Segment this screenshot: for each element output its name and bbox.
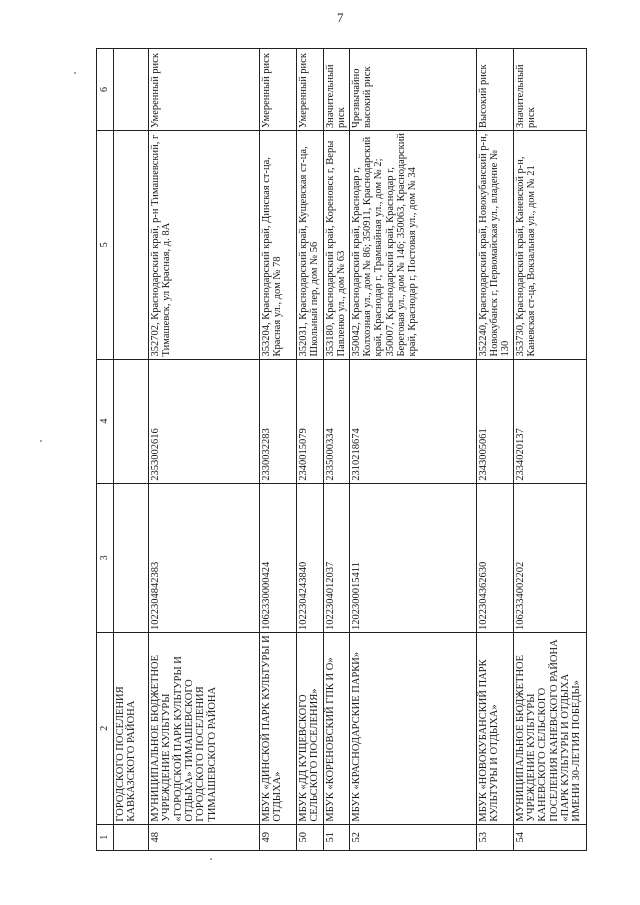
risk-cell: Умеренный риск — [260, 49, 297, 131]
inn-cell: 2335000334 — [324, 359, 350, 483]
inn-cell: 2330032283 — [260, 359, 297, 483]
risk-cell: Значительный риск — [513, 49, 586, 131]
column-number: 3 — [97, 483, 114, 632]
row-number-cell: 54 — [513, 824, 586, 850]
scan-speck — [74, 72, 76, 74]
organization-name-cell: МБУК «КРАСНОДАРСКИЕ ПАРКИ» — [349, 633, 476, 825]
risk-cell: Умеренный риск — [149, 49, 260, 131]
document-page — [96, 48, 583, 851]
address-cell: 352240, Краснодарский край, Новокубанский р-н, Новокубанск г, Первомайская ул., владение № 130 — [476, 130, 513, 359]
inn-cell: 2353002616 — [149, 359, 260, 483]
address-cell: 350042, Краснодарский край, Краснодар г, Колхозная ул., дом № 86; 350911, Краснодарский край, Краснодар г, Трамвайная ул., дом № 2; 350007, Краснодарский край, Краснодар г, Береговая ул., дом № 146; 350063, Краснодарский край, Краснодар г, Постовая ул., дом № 34 — [349, 130, 476, 359]
row-number-cell: 52 — [349, 824, 476, 850]
ogrn-cell: 1062330000424 — [260, 483, 297, 632]
table-row — [297, 49, 324, 851]
organization-name-cell: МУНИЦИПАЛЬНОЕ БЮДЖЕТНОЕ УЧРЕЖДЕНИЕ КУЛЬТУРЫ «ГОРОДСКОЙ ПАРК КУЛЬТУРЫ И ОТДЫХА» ТИМАШЕВСКОГО ГОРОДСКОГО ПОСЕЛЕНИЯ ТИМАШЕВСКОГО РАЙОНА — [149, 633, 260, 825]
table-row — [149, 49, 260, 851]
organization-name-cell: МБУК «ДД КУЩЕВСКОГО СЕЛЬСКОГО ПОСЕЛЕНИЯ» — [297, 633, 324, 825]
address-cell: 352702, Краснодарский край, р-н Тимашевский, г Тимашевск, ул Красная, д. 8А — [149, 130, 260, 359]
address-cell: 352031, Краснодарский край, Кущевская ст-ца, Школьный пер, дом № 56 — [297, 130, 324, 359]
row-number-cell — [114, 824, 149, 850]
column-number: 4 — [97, 359, 114, 483]
risk-cell: Чрезвычайно высокий риск — [349, 49, 476, 131]
row-number-cell: 48 — [149, 824, 260, 850]
ogrn-cell: 1062334002202 — [513, 483, 586, 632]
inn-cell: 2310218674 — [349, 359, 476, 483]
table-row — [324, 49, 350, 851]
organization-name-cell: МБУК «КОРЕНОВСКИЙ ГПК И О» — [324, 633, 350, 825]
ogrn-cell: 1022304842383 — [149, 483, 260, 632]
organization-name-cell: МБУК «НОВОКУБАНСКИЙ ПАРК КУЛЬТУРЫ И ОТДЫХА» — [476, 633, 513, 825]
table-row-continuation — [114, 49, 149, 851]
address-cell: 353730, Краснодарский край, Каневской р-н, Каневская ст-ца, Вокзальная ул., дом № 21 — [513, 130, 586, 359]
row-number-cell: 50 — [297, 824, 324, 850]
address-cell: 353204, Краснодарский край, Динская ст-ца, Красная ул., дом № 78 — [260, 130, 297, 359]
ogrn-cell — [114, 483, 149, 632]
registry-table — [96, 48, 587, 851]
table-row — [476, 49, 513, 851]
risk-cell: Высокий риск — [476, 49, 513, 131]
column-number: 5 — [97, 130, 114, 359]
scan-speck — [210, 858, 212, 860]
column-number-row — [97, 49, 114, 851]
row-number-cell: 51 — [324, 824, 350, 850]
ogrn-cell: 1022304362630 — [476, 483, 513, 632]
ogrn-cell: 1202300015411 — [349, 483, 476, 632]
scan-speck — [40, 440, 42, 442]
inn-cell: 2340015079 — [297, 359, 324, 483]
ogrn-cell: 1022304012037 — [324, 483, 350, 632]
risk-cell: Умеренный риск — [297, 49, 324, 131]
inn-cell: 2343005061 — [476, 359, 513, 483]
row-number-cell: 49 — [260, 824, 297, 850]
organization-name-cell: МБУК «ДИНСКОЙ ПАРК КУЛЬТУРЫ И ОТДЫХА» — [260, 633, 297, 825]
table-row — [260, 49, 297, 851]
organization-name-cell: МУНИЦИПАЛЬНОЕ БЮДЖЕТНОЕ УЧРЕЖДЕНИЕ КУЛЬТУРЫ КАНЕВСКОГО СЕЛЬСКОГО ПОСЕЛЕНИЯ КАНЕВСКОГО РАЙОНА «ПАРК КУЛЬТУРЫ И ОТДЫХА ИМЕНИ 30-ЛЕТИЯ ПОБЕДЫ» — [513, 633, 586, 825]
risk-cell: Значительный риск — [324, 49, 350, 131]
inn-cell: 2334020137 — [513, 359, 586, 483]
inn-cell — [114, 359, 149, 483]
table-row — [513, 49, 586, 851]
address-cell — [114, 130, 149, 359]
ogrn-cell: 1022304243840 — [297, 483, 324, 632]
column-number: 1 — [97, 824, 114, 850]
risk-cell — [114, 49, 149, 131]
column-number: 6 — [97, 49, 114, 131]
row-number-cell: 53 — [476, 824, 513, 850]
address-cell: 353180, Краснодарский край, Кореновск г, Веры Павленко ул., дом № 63 — [324, 130, 350, 359]
column-number: 2 — [97, 633, 114, 825]
page-number: 7 — [337, 10, 344, 25]
organization-name-cell: ГОРОДСКОГО ПОСЕЛЕНИЯ КАВКАЗСКОГО РАЙОНА — [114, 633, 149, 825]
table-row — [349, 49, 476, 851]
